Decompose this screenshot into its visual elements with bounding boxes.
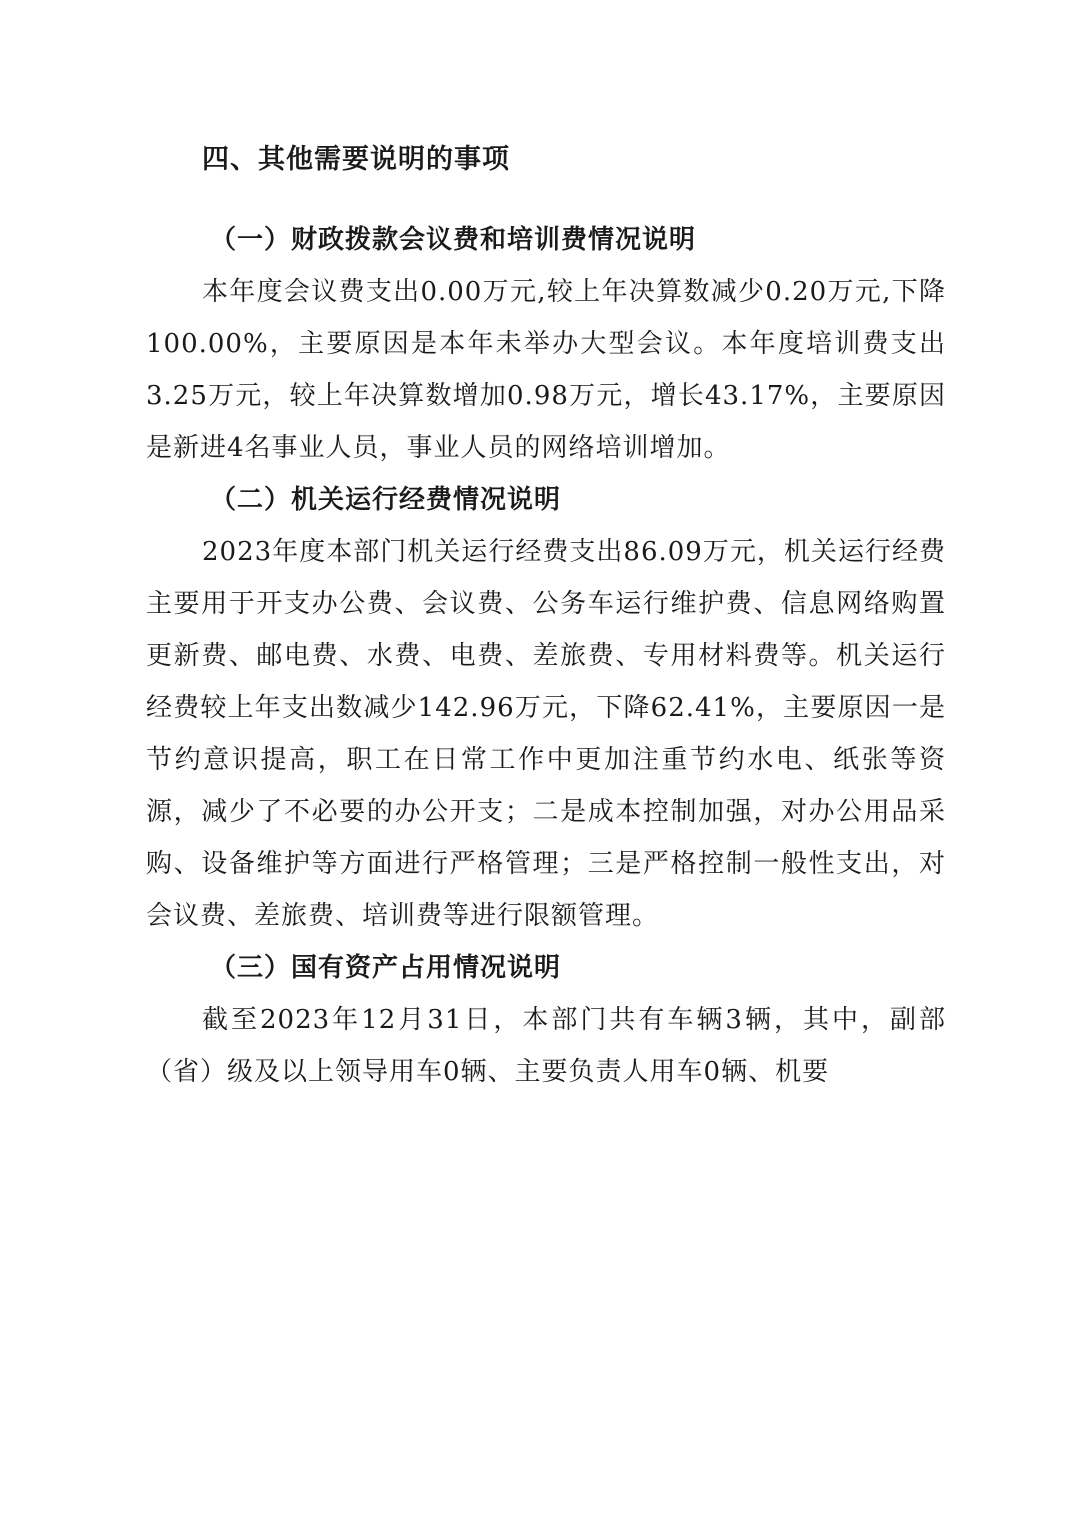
subsection-heading-meeting-training: （一）财政拨款会议费和培训费情况说明 [210,225,697,255]
section-title: 四、其他需要说明的事项 [202,144,510,175]
paragraph-state-assets: 截至2023年12月31日，本部门共有车辆3辆，其中，副部（省）级及以上领导用车0辆、主要负责人用车0辆、机要 [146,1005,946,1087]
paragraph-operating-expenses: 2023年度本部门机关运行经费支出86.09万元，机关运行经费主要用于开支办公费、会议费、公务车运行维护费、信息网络购置更新费、邮电费、水费、电费、差旅费、专用材料费等。机关运行经费较上年支出数减少142.96万元，下降62.41%，主要原因一是节约意识提高，职工在日常工作中更加注重节约水电、纸张等资源，减少了不必要的办公开支；二是成本控制加强，对办公用品采购、设备维护等方面进行严格管理；三是严格控制一般性支出，对会议费、差旅费、培训费等进行限额管理。 [146,537,946,931]
subsection-heading-state-assets: （三）国有资产占用情况说明 [210,953,562,983]
paragraph-meeting-training: 本年度会议费支出0.00万元,较上年决算数减少0.20万元,下降100.00%，主要原因是本年未举办大型会议。本年度培训费支出3.25万元，较上年决算数增加0.98万元，增长43.17%，主要原因是新进4名事业人员，事业人员的网络培训增加。 [146,277,946,463]
subsection-heading-operating-expenses: （二）机关运行经费情况说明 [210,485,562,515]
spacer [146,184,946,214]
document-content [146,136,946,1098]
